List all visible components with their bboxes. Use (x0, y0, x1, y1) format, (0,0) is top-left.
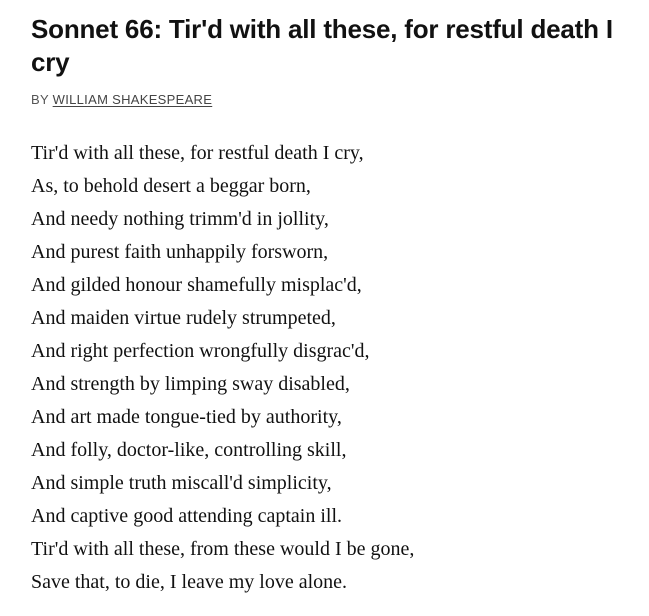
byline-prefix: BY (31, 92, 49, 107)
poem-line: And purest faith unhappily forsworn, (31, 241, 329, 263)
poem-line: And right perfection wrongfully disgrac'd, (31, 340, 370, 362)
poem-line: And maiden virtue rudely strumpeted, (31, 307, 336, 329)
poem-line: And gilded honour shamefully misplac'd, (31, 274, 362, 296)
byline (31, 92, 641, 108)
poem-line: And needy nothing trimm'd in jollity, (31, 208, 329, 230)
poem-body (31, 137, 641, 599)
author-link[interactable]: WILLIAM SHAKESPEARE (52, 92, 213, 107)
poem-page (31, 13, 641, 599)
poem-line: And captive good attending captain ill. (31, 505, 343, 527)
poem-line: Tir'd with all these, from these would I be gone, (31, 538, 415, 560)
poem-title: Sonnet 66: Tir'd with all these, for restful death I cry (31, 14, 613, 77)
poem-line: And art made tongue-tied by authority, (31, 406, 342, 428)
poem-line: And strength by limping sway disabled, (31, 373, 350, 395)
poem-line: As, to behold desert a beggar born, (31, 175, 311, 197)
poem-line: And folly, doctor-like, controlling skill, (31, 439, 347, 461)
poem-line: Tir'd with all these, for restful death I cry, (31, 142, 364, 164)
poem-line: And simple truth miscall'd simplicity, (31, 472, 332, 494)
poem-line: Save that, to die, I leave my love alone. (31, 571, 348, 593)
